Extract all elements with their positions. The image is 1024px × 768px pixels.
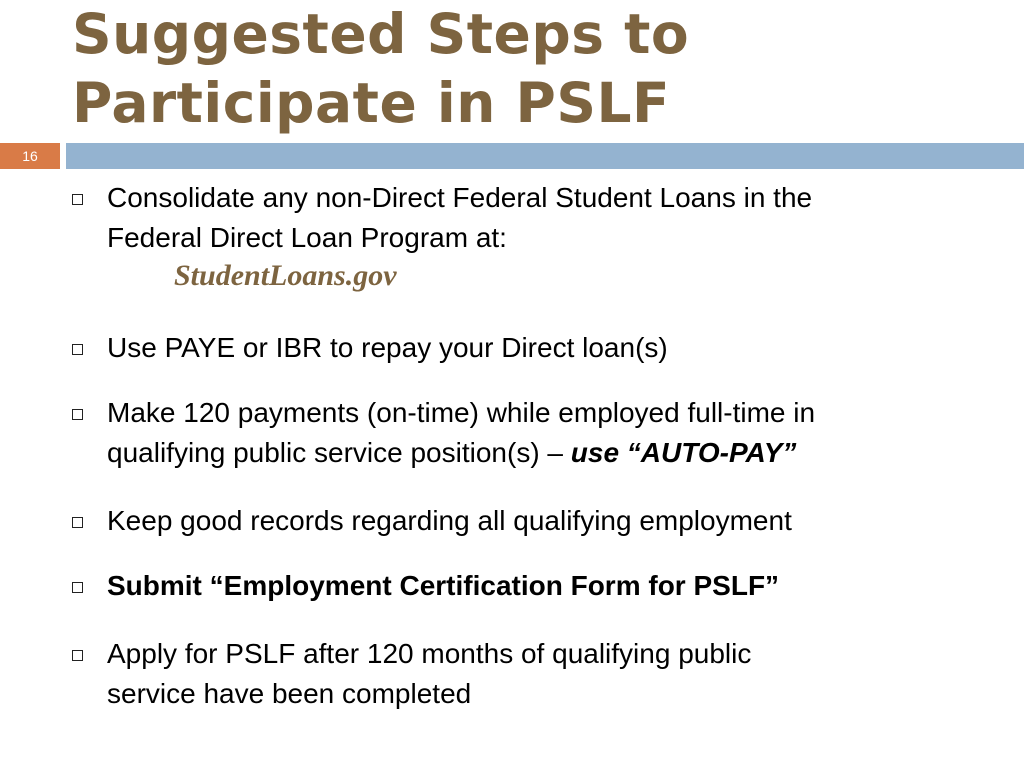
- bullet-text-line: Consolidate any non-Direct Federal Student Loans in the: [107, 182, 813, 213]
- square-bullet-icon: [72, 650, 83, 661]
- bullet-text-line: [107, 433, 982, 473]
- bullet-text-line: service have been completed: [107, 678, 472, 709]
- bullet-text: [107, 634, 982, 714]
- bullet-text: [107, 178, 982, 294]
- bullet-item-repay-plan: [72, 328, 982, 368]
- bullet-text-line: Federal Direct Loan Program at:: [107, 222, 507, 253]
- bullet-text: [107, 393, 982, 473]
- square-bullet-icon: [72, 409, 83, 420]
- studentloans-link[interactable]: StudentLoans.gov: [174, 259, 397, 292]
- bullet-item-records: [72, 501, 982, 541]
- bullet-text-segment: qualifying public service position(s) –: [107, 437, 563, 468]
- bullet-text: Use PAYE or IBR to repay your Direct loan(s): [107, 332, 668, 363]
- auto-pay-emphasis: use “AUTO-PAY”: [570, 437, 797, 468]
- square-bullet-icon: [72, 517, 83, 528]
- bullet-item-consolidate: [72, 178, 982, 294]
- bullet-text: Keep good records regarding all qualifying employment: [107, 505, 792, 536]
- square-bullet-icon: [72, 344, 83, 355]
- square-bullet-icon: [72, 582, 83, 593]
- bullet-item-submit-form: [72, 566, 982, 606]
- bullet-text: Submit “Employment Certification Form for PSLF”: [107, 570, 780, 601]
- bullet-item-apply: [72, 634, 982, 714]
- slide-title-line-2: Participate in PSLF: [72, 71, 671, 135]
- bullet-text-line: Make 120 payments (on-time) while employed full-time in: [107, 397, 816, 428]
- bullet-text-line: Apply for PSLF after 120 months of qualifying public: [107, 638, 752, 669]
- square-bullet-icon: [72, 194, 83, 205]
- page-number-badge: 16: [0, 143, 60, 169]
- bullet-item-payments: [72, 393, 982, 473]
- slide-title-line-1: Suggested Steps to: [72, 2, 690, 66]
